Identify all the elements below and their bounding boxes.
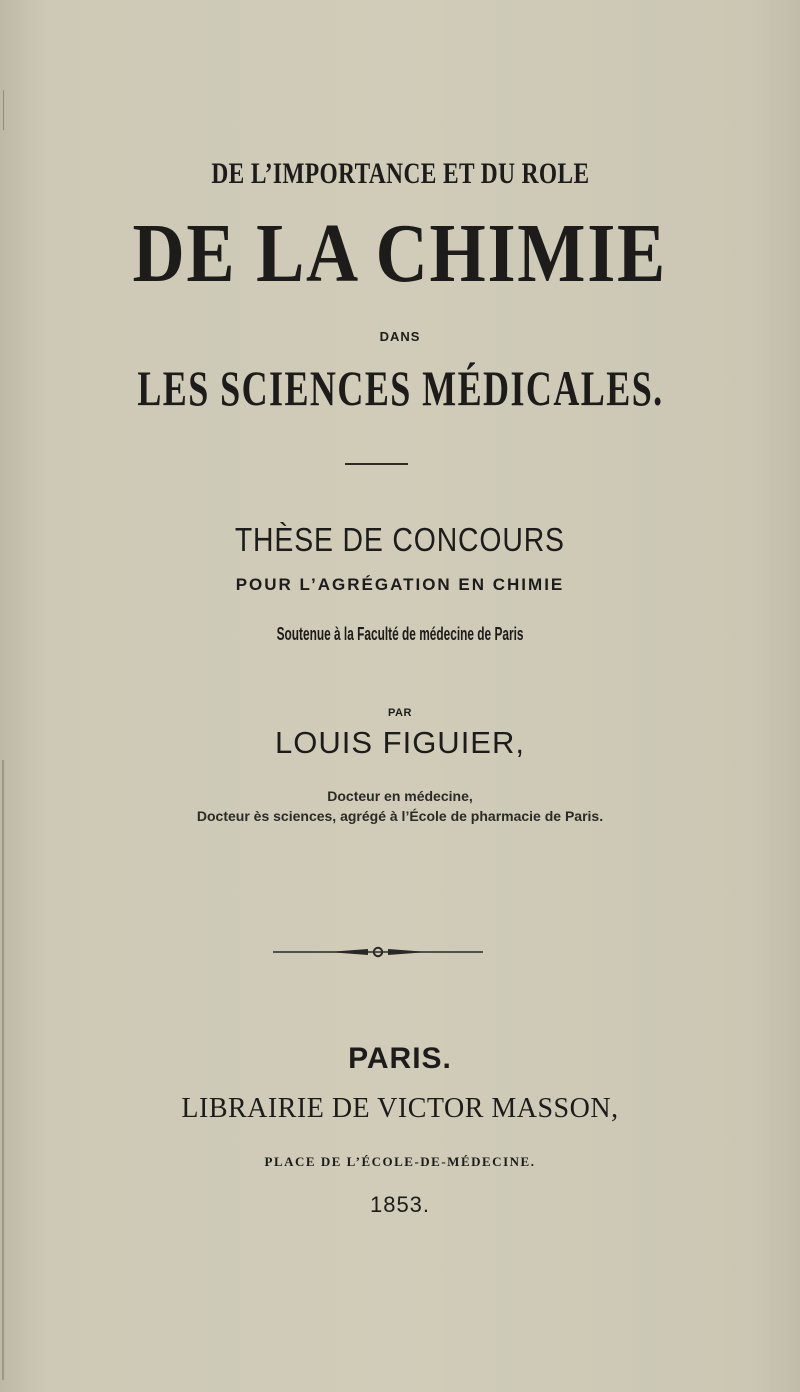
ornament-rule-icon [273,946,483,958]
author-name: LOUIS FIGUIER, [275,725,525,760]
publisher-city: PARIS. [348,1042,452,1075]
author-credential-2: Docteur ès sciences, agrégé à l’École de pharmacie de Paris. [196,808,604,824]
thesis-heading: THÈSE DE CONCOURS [235,521,565,558]
publication-year: 1853. [369,1192,431,1217]
publisher-name: LIBRAIRIE DE VICTOR MASSON, [181,1093,619,1124]
title-line-1: DE L’IMPORTANCE ET DU ROLE [210,157,590,190]
title-line-4: LES SCIENCES MÉDICALES. [136,360,664,416]
publisher-address: PLACE DE L’ÉCOLE-DE-MÉDECINE. [264,1154,536,1169]
main-title: DE LA CHIMIE [132,207,668,300]
thesis-purpose: POUR L’AGRÉGATION EN CHIMIE [235,575,565,594]
defended-at: Soutenue à la Faculté de médecine de Paris [276,624,524,644]
title-line-3: DANS [379,329,421,344]
author-credential-1: Docteur en médecine, [327,788,473,804]
page-edge-mark [3,90,4,130]
divider-rule [345,463,408,465]
by-label: PAR [388,707,412,719]
